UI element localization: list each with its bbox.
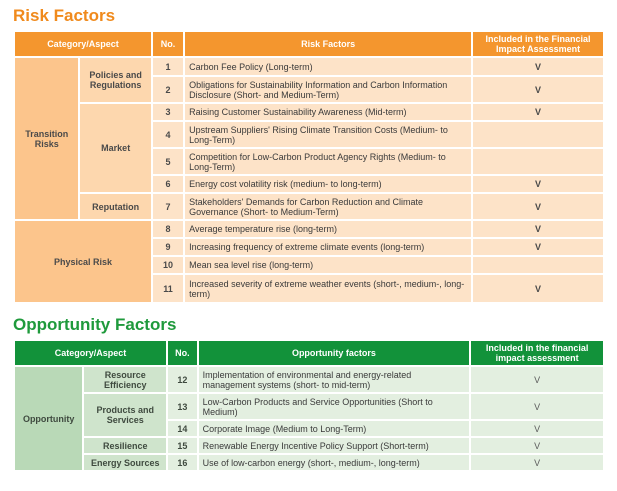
row-number: 3 <box>153 104 183 120</box>
included-mark <box>473 122 603 147</box>
risk-factor-text: Mean sea level rise (long-term) <box>185 257 471 273</box>
included-mark: V <box>471 367 603 392</box>
included-mark: V <box>473 221 603 237</box>
row-number: 10 <box>153 257 183 273</box>
row-number: 11 <box>153 275 183 302</box>
risk-factor-text: Upstream Suppliers' Rising Climate Transition Costs (Medium- to Long-Term) <box>185 122 471 147</box>
table-row <box>15 438 603 453</box>
table-row <box>15 58 603 75</box>
included-mark: V <box>471 421 603 436</box>
row-number: 14 <box>168 421 197 436</box>
header-risk-factors: Risk Factors <box>185 32 471 56</box>
header-category: Category/Aspect <box>15 32 151 56</box>
included-mark: V <box>471 455 603 470</box>
header-opportunity-factors: Opportunity factors <box>199 341 470 365</box>
row-number: 7 <box>153 194 183 219</box>
included-mark: V <box>473 275 603 302</box>
aspect-energy-sources: Energy Sources <box>84 455 166 470</box>
aspect-products-services: Products and Services <box>84 394 166 436</box>
included-mark: V <box>473 194 603 219</box>
included-mark: V <box>471 394 603 419</box>
aspect-reputation: Reputation <box>80 194 150 219</box>
header-category: Category/Aspect <box>15 341 166 365</box>
risk-factor-text: Stakeholders' Demands for Carbon Reduction and Climate Governance (Short- to Medium-Term) <box>185 194 471 219</box>
row-number: 5 <box>153 149 183 174</box>
header-included: Included in the financial impact assessment <box>471 341 603 365</box>
table-header-row <box>15 32 603 56</box>
opportunity-factor-text: Use of low-carbon energy (short-, medium-, long-term) <box>199 455 470 470</box>
table-row <box>15 221 603 237</box>
risk-factor-text: Competition for Low-Carbon Product Agency Rights (Medium- to Long-Term) <box>185 149 471 174</box>
category-physical-risk: Physical Risk <box>15 221 151 302</box>
included-mark: V <box>473 77 603 102</box>
table-row <box>15 194 603 219</box>
included-mark: V <box>473 104 603 120</box>
opportunity-factor-text: Corporate Image (Medium to Long-Term) <box>199 421 470 436</box>
row-number: 12 <box>168 367 197 392</box>
table-header-row <box>15 341 603 365</box>
aspect-resilience: Resilience <box>84 438 166 453</box>
aspect-policies-regulations: Policies and Regulations <box>80 58 150 102</box>
header-no: No. <box>168 341 197 365</box>
row-number: 6 <box>153 176 183 192</box>
included-mark: V <box>473 176 603 192</box>
header-no: No. <box>153 32 183 56</box>
aspect-resource-efficiency: Resource Efficiency <box>84 367 166 392</box>
included-mark <box>473 257 603 273</box>
table-row <box>15 104 603 120</box>
opportunity-factor-text: Implementation of environmental and energy-related management systems (short- to mid-term) <box>199 367 470 392</box>
aspect-market: Market <box>80 104 150 192</box>
risk-factor-text: Raising Customer Sustainability Awareness (Mid-term) <box>185 104 471 120</box>
opportunity-factor-text: Low-Carbon Products and Service Opportunities (Short to Medium) <box>199 394 470 419</box>
row-number: 2 <box>153 77 183 102</box>
row-number: 9 <box>153 239 183 255</box>
row-number: 8 <box>153 221 183 237</box>
row-number: 15 <box>168 438 197 453</box>
risk-factor-text: Average temperature rise (long-term) <box>185 221 471 237</box>
included-mark: V <box>473 58 603 75</box>
opportunity-factors-table <box>13 339 605 472</box>
opportunity-factors-title: Opportunity Factors <box>13 315 177 334</box>
row-number: 4 <box>153 122 183 147</box>
header-included: Included in the Financial Impact Assessment <box>473 32 603 56</box>
risk-factors-title: Risk Factors <box>13 6 116 25</box>
included-mark: V <box>473 239 603 255</box>
risk-factor-text: Obligations for Sustainability Information and Carbon Information Disclosure (Short- and Medium-Term) <box>185 77 471 102</box>
table-row <box>15 455 603 470</box>
included-mark: V <box>471 438 603 453</box>
included-mark <box>473 149 603 174</box>
row-number: 1 <box>153 58 183 75</box>
table-row <box>15 367 603 392</box>
risk-factor-text: Increasing frequency of extreme climate events (long-term) <box>185 239 471 255</box>
row-number: 16 <box>168 455 197 470</box>
risk-factor-text: Increased severity of extreme weather events (short-, medium-, long-term) <box>185 275 471 302</box>
table-row <box>15 394 603 419</box>
risk-factors-table <box>13 30 605 304</box>
category-transition-risks: Transition Risks <box>15 58 78 219</box>
category-opportunity: Opportunity <box>15 367 82 470</box>
row-number: 13 <box>168 394 197 419</box>
opportunity-factor-text: Renewable Energy Incentive Policy Support (Short-term) <box>199 438 470 453</box>
risk-factor-text: Energy cost volatility risk (medium- to long-term) <box>185 176 471 192</box>
risk-factor-text: Carbon Fee Policy (Long-term) <box>185 58 471 75</box>
